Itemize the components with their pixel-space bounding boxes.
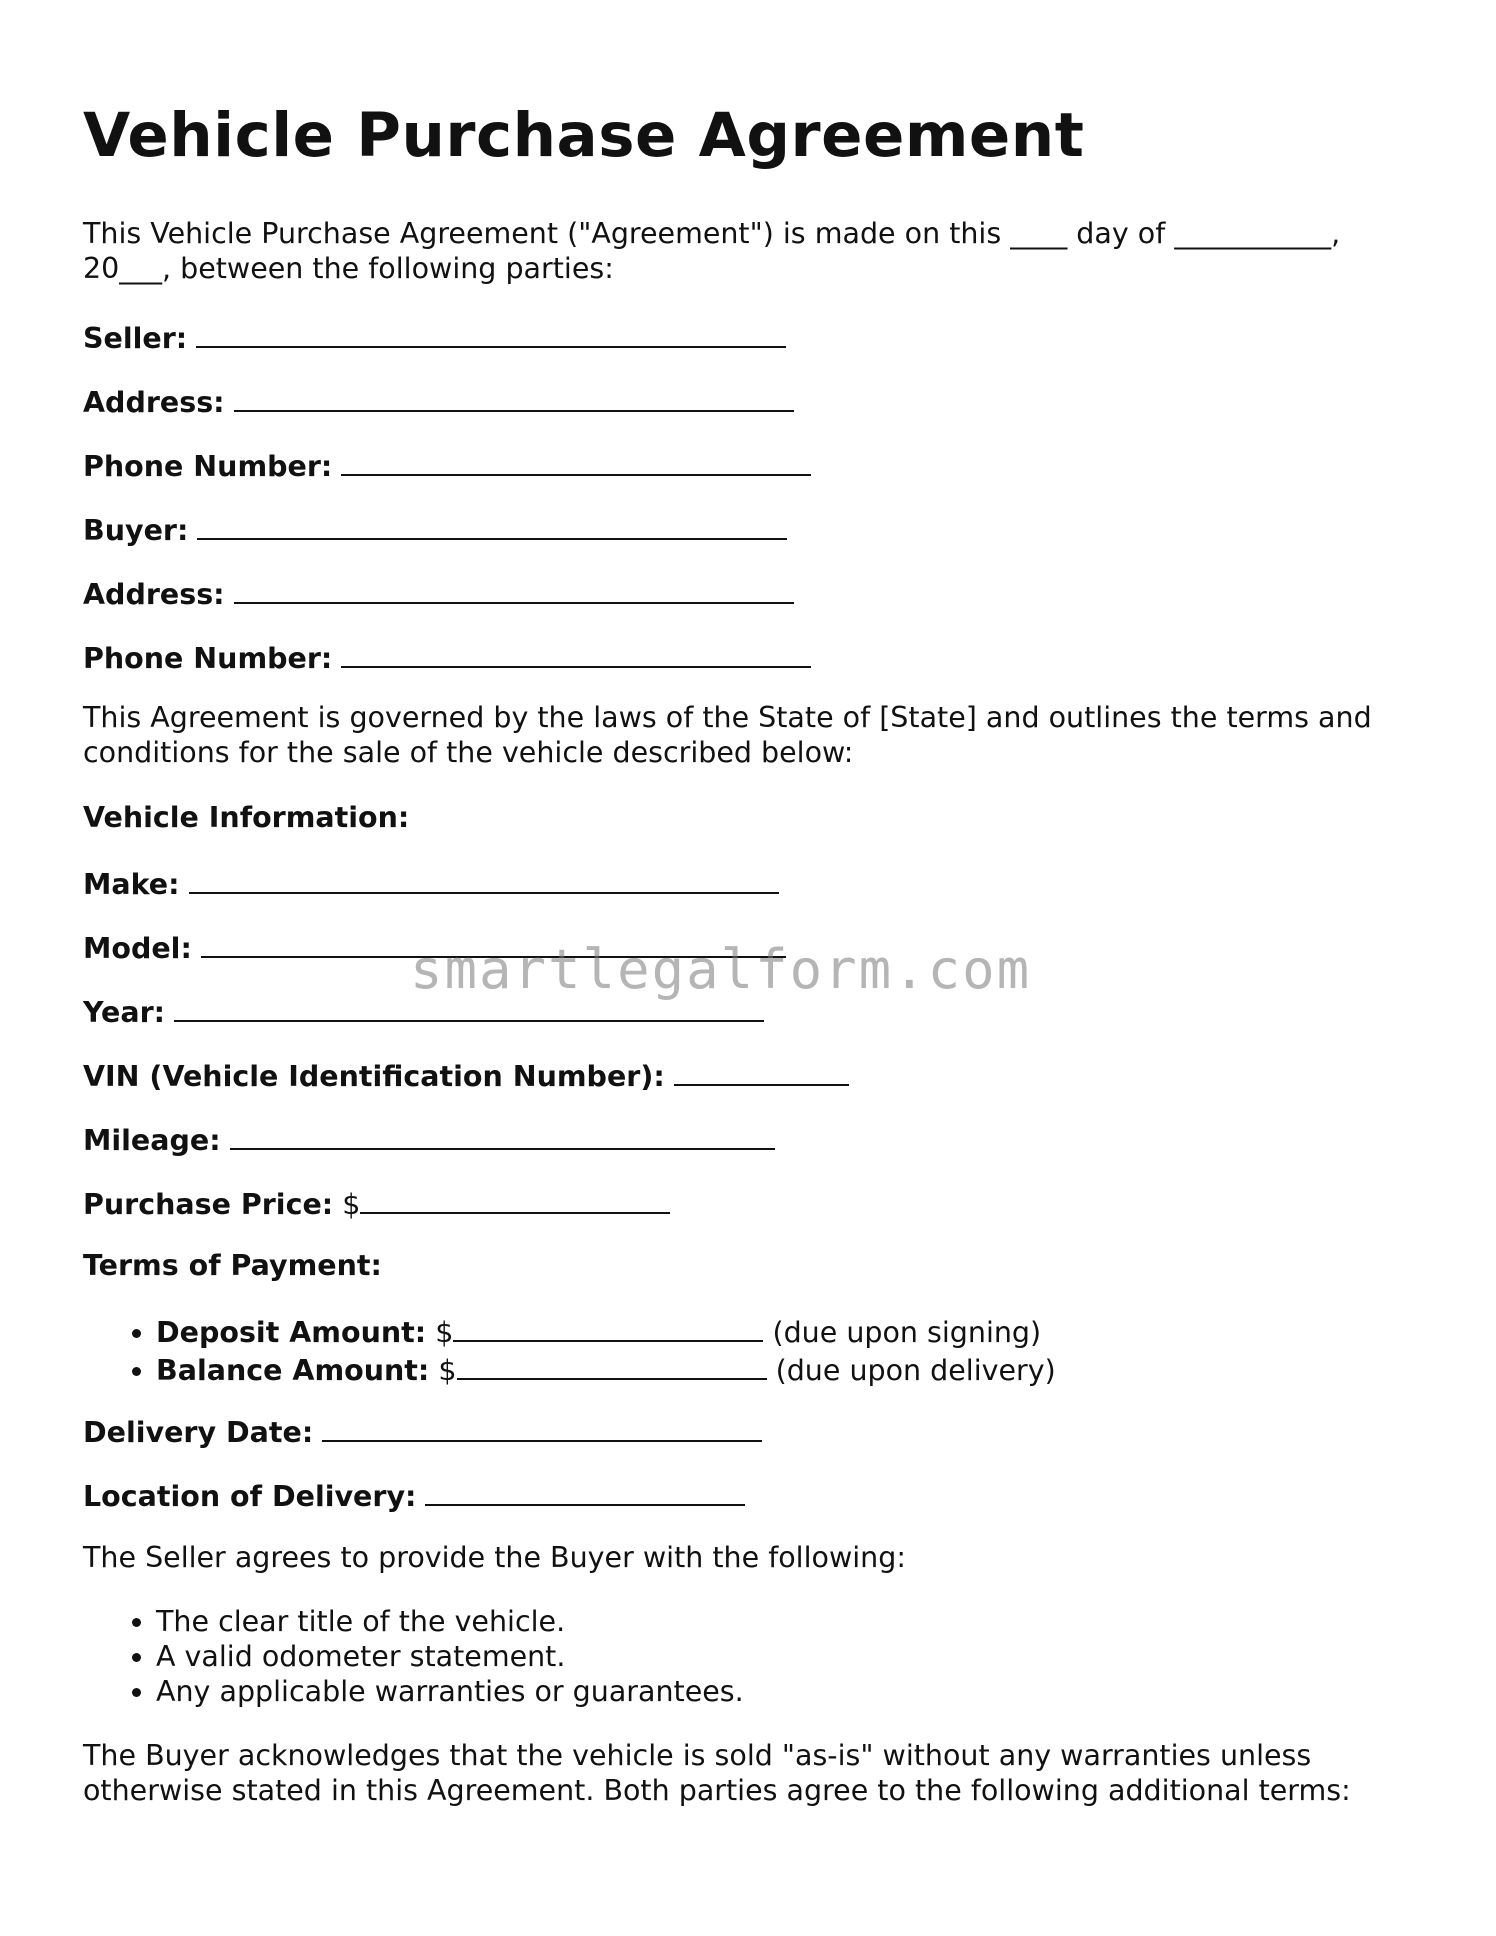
vehicle-info-heading-text: Vehicle Information: [83, 801, 410, 834]
deposit-prefix: $ [435, 1316, 454, 1349]
balance-label: Balance Amount: [156, 1354, 430, 1387]
balance-prefix: $ [438, 1354, 457, 1387]
mileage-field[interactable] [83, 1120, 775, 1158]
buyer-address-field[interactable] [83, 574, 794, 612]
buyer-blank[interactable] [197, 510, 787, 540]
intro-line-1: This Vehicle Purchase Agreement ("Agreement") is made on this ____ day of ___________, [83, 217, 1341, 250]
seller-address-label: Address: [83, 386, 225, 419]
seller-label: Seller: [83, 322, 188, 355]
balance-blank[interactable] [457, 1350, 767, 1380]
governing-paragraph [83, 700, 1372, 770]
buyer-phone-blank[interactable] [341, 638, 811, 668]
model-label: Model: [83, 932, 192, 965]
intro-paragraph [83, 216, 1340, 286]
vin-field[interactable] [83, 1056, 849, 1094]
buyer-phone-label: Phone Number: [83, 642, 333, 675]
as-is-paragraph [83, 1738, 1351, 1808]
as-is-line-1: The Buyer acknowledges that the vehicle is sold "as-is" without any warranties unless [83, 1739, 1312, 1772]
governing-line-2: conditions for the sale of the vehicle described below: [83, 736, 854, 769]
seller-phone-label: Phone Number: [83, 450, 333, 483]
document-title: Vehicle Purchase Agreement [83, 100, 1085, 171]
intro-line-2: 20___, between the following parties: [83, 252, 614, 285]
year-field[interactable] [83, 992, 764, 1030]
governing-line-1: This Agreement is governed by the laws of the State of [State] and outlines the terms and [83, 701, 1372, 734]
make-label: Make: [83, 868, 180, 901]
payment-item-balance[interactable] [156, 1350, 1056, 1388]
payment-heading-text: Terms of Payment: [83, 1249, 382, 1282]
seller-address-field[interactable] [83, 382, 794, 420]
seller-provides-intro: The Seller agrees to provide the Buyer with the following: [83, 1541, 906, 1574]
vin-label: VIN (Vehicle Identification Number): [83, 1060, 665, 1093]
payment-item-deposit[interactable] [156, 1312, 1056, 1350]
model-blank[interactable] [201, 928, 786, 958]
purchase-price-field[interactable] [83, 1184, 670, 1222]
purchase-price-label: Purchase Price: [83, 1188, 334, 1221]
year-label: Year: [83, 996, 166, 1029]
payment-heading [83, 1248, 382, 1283]
mileage-blank[interactable] [230, 1120, 775, 1150]
seller-address-blank[interactable] [234, 382, 794, 412]
delivery-location-blank[interactable] [425, 1476, 745, 1506]
vehicle-info-heading [83, 800, 409, 835]
seller-field[interactable] [83, 318, 786, 356]
buyer-address-blank[interactable] [234, 574, 794, 604]
model-field[interactable] [83, 928, 786, 966]
seller-phone-blank[interactable] [341, 446, 811, 476]
delivery-date-blank[interactable] [322, 1412, 762, 1442]
seller-provides-item: • A valid odometer statement. [156, 1639, 744, 1674]
buyer-label: Buyer: [83, 514, 189, 547]
mileage-label: Mileage: [83, 1124, 221, 1157]
delivery-location-label: Location of Delivery: [83, 1480, 417, 1513]
seller-provides-item: • The clear title of the vehicle. [156, 1604, 744, 1639]
make-blank[interactable] [189, 864, 779, 894]
delivery-location-field[interactable] [83, 1476, 745, 1514]
vin-blank[interactable] [674, 1056, 849, 1086]
as-is-line-2: otherwise stated in this Agreement. Both parties agree to the following additional terms: [83, 1774, 1351, 1807]
seller-phone-field[interactable] [83, 446, 811, 484]
year-blank[interactable] [174, 992, 764, 1022]
buyer-field[interactable] [83, 510, 787, 548]
delivery-date-label: Delivery Date: [83, 1416, 314, 1449]
watermark: smartlegalform.com [410, 938, 1032, 1001]
seller-provides-item: • Any applicable warranties or guarantees. [156, 1674, 744, 1709]
purchase-price-blank[interactable] [360, 1184, 670, 1214]
purchase-price-prefix: $ [342, 1188, 361, 1221]
seller-provides-list [83, 1604, 744, 1709]
buyer-phone-field[interactable] [83, 638, 811, 676]
balance-note: (due upon delivery) [775, 1354, 1056, 1387]
seller-blank[interactable] [196, 318, 786, 348]
make-field[interactable] [83, 864, 779, 902]
deposit-label: Deposit Amount: [156, 1316, 427, 1349]
buyer-address-label: Address: [83, 578, 225, 611]
delivery-date-field[interactable] [83, 1412, 762, 1450]
payment-list [83, 1312, 1056, 1388]
deposit-blank[interactable] [453, 1312, 763, 1342]
deposit-note: (due upon signing) [772, 1316, 1042, 1349]
